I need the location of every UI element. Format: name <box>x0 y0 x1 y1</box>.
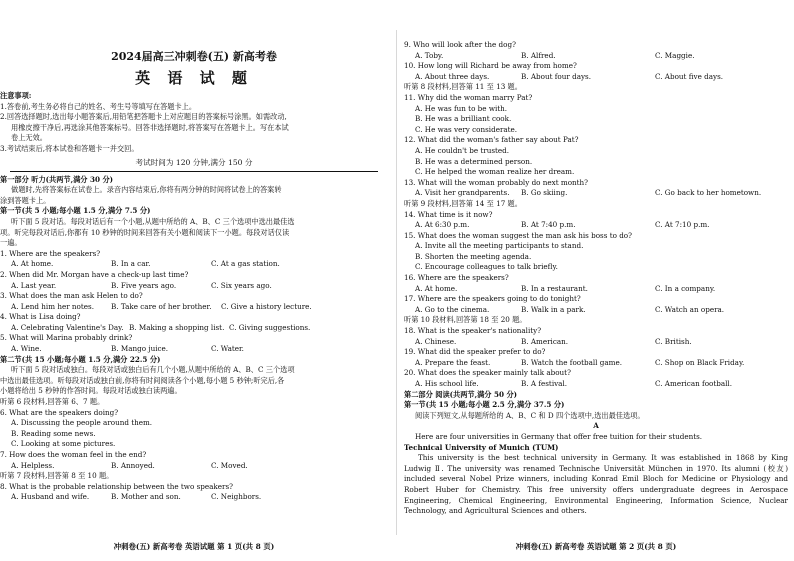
question-stem: 16. Where are the speakers? <box>404 273 509 283</box>
question-stem: 11. Why did the woman marry Pat? <box>404 92 533 102</box>
option-a[interactable]: A. At 6:30 p.m. <box>415 220 470 230</box>
exam-page-2 <box>404 0 788 561</box>
option-a[interactable]: A. About three days. <box>415 71 490 81</box>
page-footer: 冲刺卷(五) 新高考卷 英语试题 第 1 页(共 8 页) <box>113 542 275 551</box>
option-c[interactable]: C. Go back to her hometown. <box>655 188 762 198</box>
option-b[interactable]: B. In a restaurant. <box>521 283 588 293</box>
option-row <box>404 284 788 295</box>
question-stem: 3. What does the man ask Helen to do? <box>0 291 143 301</box>
option-c[interactable]: C. Water. <box>211 344 244 354</box>
option-row <box>0 461 388 472</box>
option-c[interactable]: C. American football. <box>655 379 733 388</box>
option-c[interactable]: C. Moved. <box>211 460 248 470</box>
option-a[interactable]: A. Last year. <box>11 280 57 290</box>
option-row <box>404 305 788 316</box>
question-stem: 20. What does the speaker mainly talk about? <box>404 368 571 378</box>
option-c[interactable]: C. Give a history lecture. <box>221 301 312 311</box>
option-c[interactable]: C. Encourage colleagues to talk briefly. <box>415 262 558 272</box>
option-b[interactable]: B. Shorten the meeting agenda. <box>415 251 532 261</box>
option-b[interactable]: B. At 7:40 p.m. <box>521 220 576 230</box>
option-row <box>0 492 388 503</box>
option-a[interactable]: A. He couldn't be trusted. <box>415 145 510 155</box>
option-b[interactable]: B. He was a determined person. <box>415 156 533 166</box>
option-a[interactable]: A. Discussing the people around them. <box>11 418 153 428</box>
subject-title: 英 语 试 题 <box>135 69 253 87</box>
option-b[interactable]: B. About four days. <box>521 71 592 81</box>
option-c[interactable]: C. He was very considerate. <box>415 124 518 134</box>
option-row <box>0 302 388 313</box>
part1-heading: 第一部分 听力(共两节,满分 30 分) <box>0 174 114 184</box>
option-row <box>0 259 388 270</box>
notice-line: 2.回答选择题时,选出每小题答案后,用铅笔把答题卡上对应题目的答案标号涂黑。如需改动, <box>0 112 287 122</box>
notice-line: 3.考试结束后,将本试卷和答题卡一并交回。 <box>0 143 139 153</box>
option-b[interactable]: B. A festival. <box>521 379 568 388</box>
page-divider <box>396 30 397 535</box>
option-b[interactable]: B. Mango juice. <box>111 344 169 354</box>
instruction-line: 听下面 5 段对话或独白。每段对话或独白后有几个小题,从题中所给的 A、B、C 三个选项 <box>11 365 295 375</box>
question-stem: 18. What is the speaker's nationality? <box>404 326 542 336</box>
option-a[interactable]: A. He was fun to be with. <box>415 103 508 113</box>
option-a[interactable]: A. Chinese. <box>415 336 457 346</box>
option-c[interactable]: C. He helped the woman realize her dream. <box>415 167 575 177</box>
option-a[interactable]: A. Go to the cinema. <box>415 304 490 314</box>
passage-intro: Here are four universities in Germany that offer free tuition for their students. <box>415 431 703 441</box>
question-stem: 17. Where are the speakers going to do tonight? <box>404 294 581 304</box>
question-stem: 9. Who will look after the dog? <box>404 40 516 49</box>
option-c[interactable]: C. In a company. <box>655 283 716 293</box>
question-stem: 4. What is Lisa doing? <box>0 312 81 322</box>
option-a[interactable]: A. Toby. <box>415 50 444 60</box>
option-c[interactable]: C. Maggie. <box>655 50 695 60</box>
option-b[interactable]: B. Mother and son. <box>111 492 181 502</box>
option-a[interactable]: A. Invite all the meeting participants to stand. <box>415 241 584 251</box>
option-row <box>404 72 788 83</box>
option-b[interactable]: B. Reading some news. <box>11 428 96 438</box>
instruction-line: 做题时,先将答案标在试卷上。录音内容结束后,你将有两分钟的时间将试卷上的答案转 <box>11 185 282 195</box>
option-row <box>404 188 788 199</box>
option-a[interactable]: A. His school life. <box>415 379 479 388</box>
notice-line: 用橡皮擦干净后,再选涂其他答案标号。回答非选择题时,将答案写在答题卡上。写在本试 <box>11 122 289 132</box>
option-b[interactable]: B. Annoyed. <box>111 460 155 470</box>
option-c[interactable]: C. About five days. <box>655 71 724 81</box>
option-b[interactable]: B. Five years ago. <box>111 280 177 290</box>
question-stem: 5. What will Marina probably drink? <box>0 333 133 343</box>
instruction-line: 涂到答题卡上。 <box>0 195 51 205</box>
question-stem: 6. What are the speakers doing? <box>0 407 119 417</box>
option-b[interactable]: B. American. <box>521 336 569 346</box>
question-stem: 10. How long will Richard be away from home? <box>404 61 577 71</box>
option-row <box>404 358 788 369</box>
option-a[interactable]: A. Prepare the feast. <box>415 357 491 367</box>
option-row <box>404 337 788 348</box>
listening-material-note: 听第 7 段材料,回答第 8 至 10 题。 <box>0 471 114 481</box>
page-footer: 冲刺卷(五) 新高考卷 英语试题 第 2 页(共 8 页) <box>515 542 677 551</box>
instruction-line: 一遍。 <box>0 238 22 248</box>
option-a[interactable]: A. Celebrating Valentine's Day. <box>11 322 124 332</box>
notice-heading: 注意事项: <box>0 91 32 100</box>
option-a[interactable]: A. Helpless. <box>11 460 55 470</box>
instruction-line: 项。听完每段对话后,你都有 10 秒钟的时间来回答有关小题和阅读下一小题。每段对话仅读 <box>0 227 290 237</box>
option-row <box>0 344 388 355</box>
exam-page-1 <box>0 0 388 561</box>
option-c[interactable]: C. Six years ago. <box>211 280 272 290</box>
exam-title: 2024届高三冲刺卷(五) 新高考卷 <box>111 50 277 63</box>
instruction-line: 小题将给出 5 秒钟的作答时间。每段对话或独白读两遍。 <box>0 386 182 396</box>
instruction-line: 听下面 5 段对话。每段对话后有一个小题,从题中所给的 A、B、C 三个选项中选出最佳选 <box>11 216 295 226</box>
option-a[interactable]: A. Visit her grandparents. <box>415 188 510 198</box>
listening-material-note: 听第 6 段材料,回答第 6、7 题。 <box>0 397 105 407</box>
listening-material-note: 听第 9 段材料,回答第 14 至 17 题。 <box>404 198 522 208</box>
section2-heading: 第二节(共 15 小题;每小题 1.5 分,满分 22.5 分) <box>0 354 161 364</box>
option-b[interactable]: B. Making a shopping list. <box>129 322 225 332</box>
option-a[interactable]: A. Lend him her notes. <box>11 301 95 311</box>
notice-line: 1.答卷前,考生务必将自己的姓名、考生号等填写在答题卡上。 <box>0 101 197 111</box>
option-a[interactable]: A. Husband and wife. <box>11 492 90 502</box>
passage-paragraph: This university is the best technical university in Germany. It was established in 1868 by King Ludwig Ⅱ. The university was renamed Technische Universität München in 1970. Its alumni (校友) included several Nobel Prize winners, including Konrad Emil Bloch for Medicine or Physiology and Robert Huber for Chemistry. This free university offers undergraduate degrees in Aerospace Engineering, Chemical Engineering, Environmental Engineering, Information Science, Nuclear Technology, and Agricultural Sciences and others. <box>404 453 788 516</box>
option-b[interactable]: B. Watch the football game. <box>521 357 622 367</box>
question-stem: 2. When did Mr. Morgan have a check-up last time? <box>0 269 189 279</box>
exam-time-line: 考试时间为 120 分钟,满分 150 分 <box>10 157 378 172</box>
option-c[interactable]: C. At a gas station. <box>211 259 280 269</box>
option-row <box>0 281 388 292</box>
section1-heading: 第一节(共 5 小题;每小题 1.5 分,满分 7.5 分) <box>0 206 151 216</box>
listening-material-note: 听第 10 段材料,回答第 18 至 20 题。 <box>404 315 527 325</box>
option-row <box>0 323 388 334</box>
part2-section1-heading: 第一节(共 15 小题;每小题 2.5 分,满分 37.5 分) <box>404 400 565 410</box>
option-a[interactable]: A. At home. <box>415 283 458 293</box>
part2-heading: 第二部分 阅读(共两节,满分 50 分) <box>404 389 518 399</box>
listening-material-note: 听第 8 段材料,回答第 11 至 13 题。 <box>404 82 522 92</box>
option-c[interactable]: C. Neighbors. <box>211 492 262 502</box>
question-stem: 7. How does the woman feel in the end? <box>0 450 147 459</box>
question-stem: 14. What time is it now? <box>404 209 493 219</box>
question-stem: 19. What did the speaker prefer to do? <box>404 347 546 357</box>
option-b[interactable]: B. Alfred. <box>521 50 556 60</box>
question-stem: 8. What is the probable relationship between the two speakers? <box>0 481 233 491</box>
university-heading: Technical University of Munich (TUM) <box>404 442 559 452</box>
option-b[interactable]: B. Take care of her brother. <box>111 301 212 311</box>
option-row <box>404 220 788 231</box>
passage-letter: A <box>593 421 599 431</box>
option-a[interactable]: A. At home. <box>11 259 54 269</box>
question-stem: 1. Where are the speakers? <box>0 248 101 258</box>
question-stem: 15. What does the woman suggest the man ask his boss to do? <box>404 230 632 240</box>
option-c[interactable]: C. Shop on Black Friday. <box>655 357 745 367</box>
option-c[interactable]: C. Looking at some pictures. <box>11 439 116 449</box>
option-row <box>404 51 788 62</box>
option-c[interactable]: C. At 7:10 p.m. <box>655 220 710 230</box>
instruction-line: 中选出最佳选项。听每段对话或独白前,你将有时间阅读各个小题,每小题 5 秒钟;听完后,各 <box>0 375 285 385</box>
option-c[interactable]: C. British. <box>655 336 692 346</box>
question-stem: 12. What did the woman's father say about Pat? <box>404 135 579 145</box>
instruction-line: 阅读下列短文,从每题所给的 A、B、C 和 D 四个选项中,选出最佳选项。 <box>415 410 645 420</box>
option-c[interactable]: C. Watch an opera. <box>655 304 725 314</box>
option-b[interactable]: B. Go skiing. <box>521 188 568 198</box>
option-b[interactable]: B. In a car. <box>111 259 151 269</box>
notice-line: 卷上无效。 <box>11 133 47 143</box>
option-row <box>404 379 788 390</box>
question-stem: 13. What will the woman probably do next month? <box>404 177 589 187</box>
option-b[interactable]: B. He was a brilliant cook. <box>415 114 512 124</box>
option-b[interactable]: B. Walk in a park. <box>521 304 586 314</box>
option-c[interactable]: C. Giving suggestions. <box>229 322 311 332</box>
option-a[interactable]: A. Wine. <box>11 344 42 354</box>
